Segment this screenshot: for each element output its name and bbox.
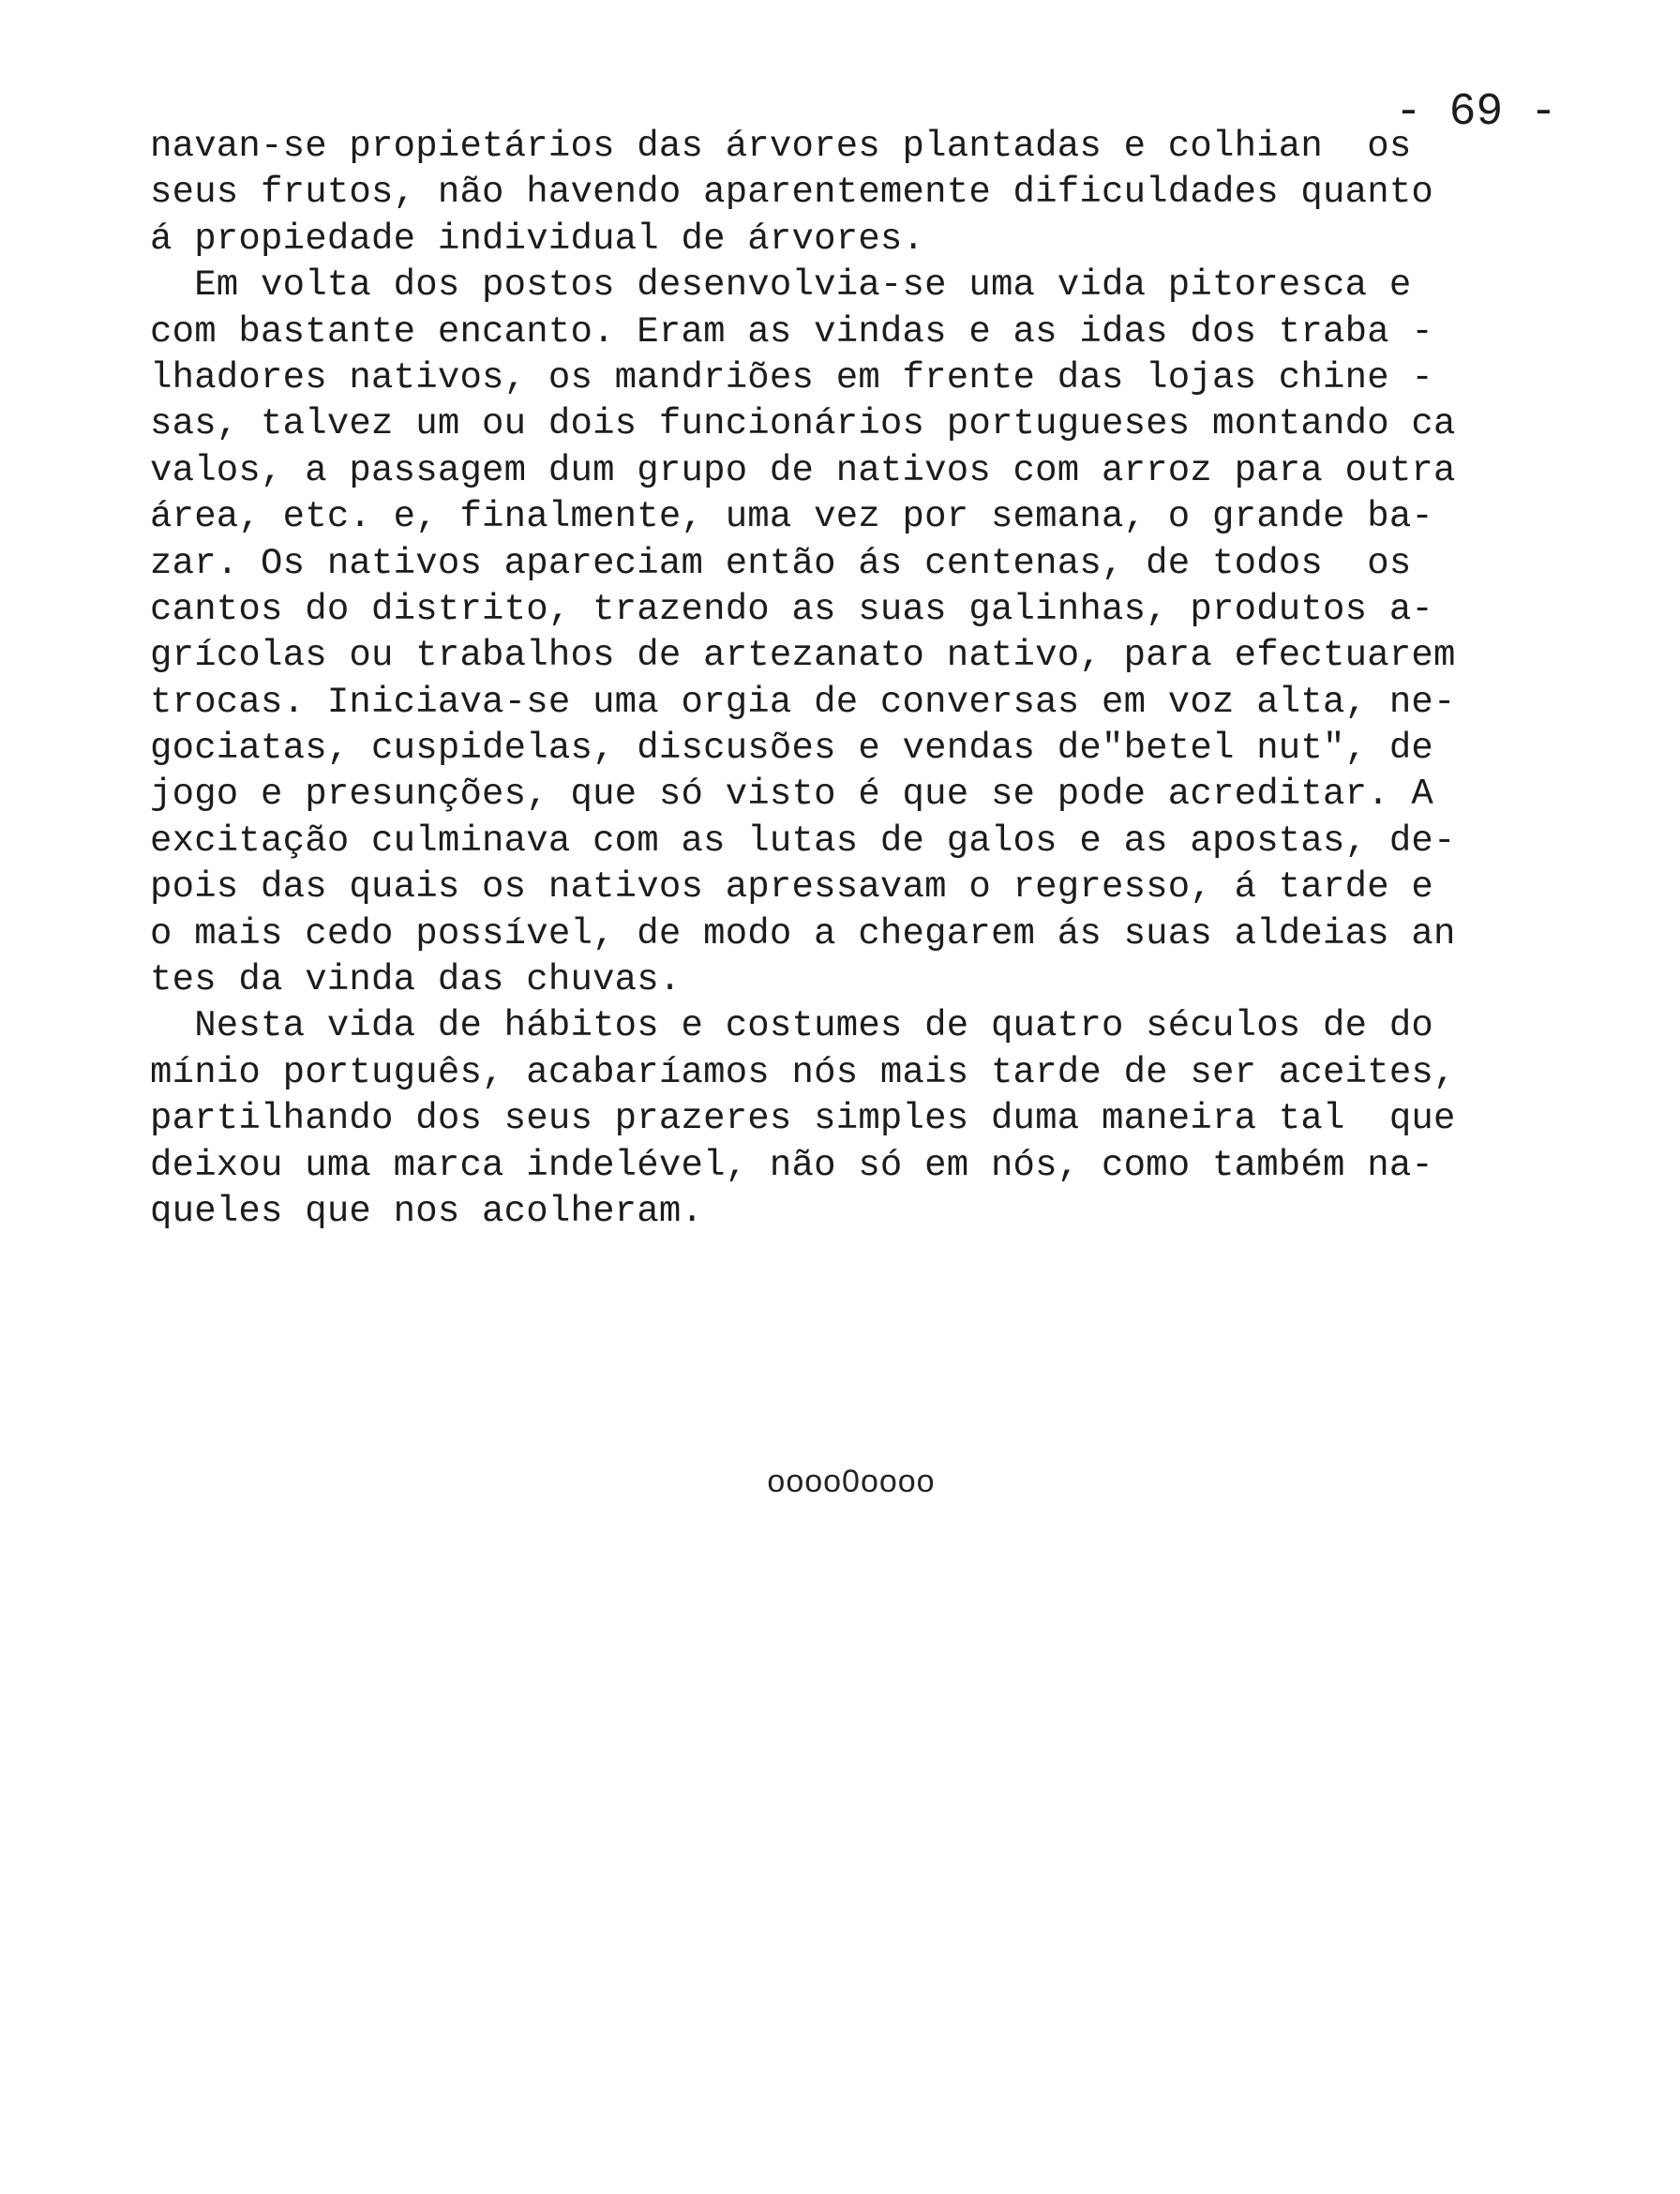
text-line: queles que nos acolheram.: [150, 1190, 704, 1232]
text-line: cantos do distrito, trazendo as suas galinhas, produtos a-: [150, 588, 1434, 630]
text-line: partilhando dos seus prazeres simples duma maneira tal que: [150, 1098, 1456, 1140]
text-line: á propiedade individual de árvores.: [150, 218, 925, 260]
text-line: o mais cedo possível, de modo a chegarem ás suas aldeias an: [150, 912, 1456, 954]
text-line: valos, a passagem dum grupo de nativos com arroz para outra: [150, 449, 1456, 491]
text-line: zar. Os nativos apareciam então ás centenas, de todos os: [150, 542, 1412, 584]
text-line: área, etc. e, finalmente, uma vez por semana, o grande ba-: [150, 496, 1434, 538]
text-line: sas, talvez um ou dois funcionários portugueses montando ca: [150, 403, 1456, 445]
text-line: grícolas ou trabalhos de artezanato nativo, para efectuarem: [150, 635, 1456, 677]
text-line: Nesta vida de hábitos e costumes de quatro séculos de do: [150, 1005, 1434, 1047]
text-line: gociatas, cuspidelas, discusões e vendas de"betel nut", de: [150, 728, 1434, 770]
text-line: mínio português, acabaríamos nós mais tarde de ser aceites,: [150, 1051, 1456, 1093]
text-line: com bastante encanto. Eram as vindas e as idas dos traba -: [150, 310, 1434, 353]
body-text: [150, 124, 1538, 1235]
text-line: tes da vinda das chuvas.: [150, 959, 682, 1001]
text-line: jogo e presunções, que só visto é que se pode acreditar. A: [150, 774, 1434, 816]
text-line: excitação culminava com as lutas de galos e as apostas, de-: [150, 819, 1456, 862]
text-line: deixou uma marca indelével, não só em nós, como também na-: [150, 1144, 1434, 1186]
text-line: pois das quais os nativos apressavam o regresso, á tarde e: [150, 866, 1434, 909]
text-line: lhadores nativos, os mandriões em frente das lojas chine -: [150, 356, 1434, 398]
text-line: seus frutos, não havendo aparentemente dificuldades quanto: [150, 172, 1434, 214]
text-line: trocas. Iniciava-se uma orgia de conversas em voz alta, ne-: [150, 681, 1456, 723]
section-separator: oooo0oooo: [767, 1464, 936, 1499]
page-number: - 69 -: [1395, 87, 1557, 138]
text-line: Em volta dos postos desenvolvia-se uma vida pitoresca e: [150, 264, 1412, 307]
text-line: navan-se propietários das árvores plantadas e colhian os: [150, 126, 1412, 167]
